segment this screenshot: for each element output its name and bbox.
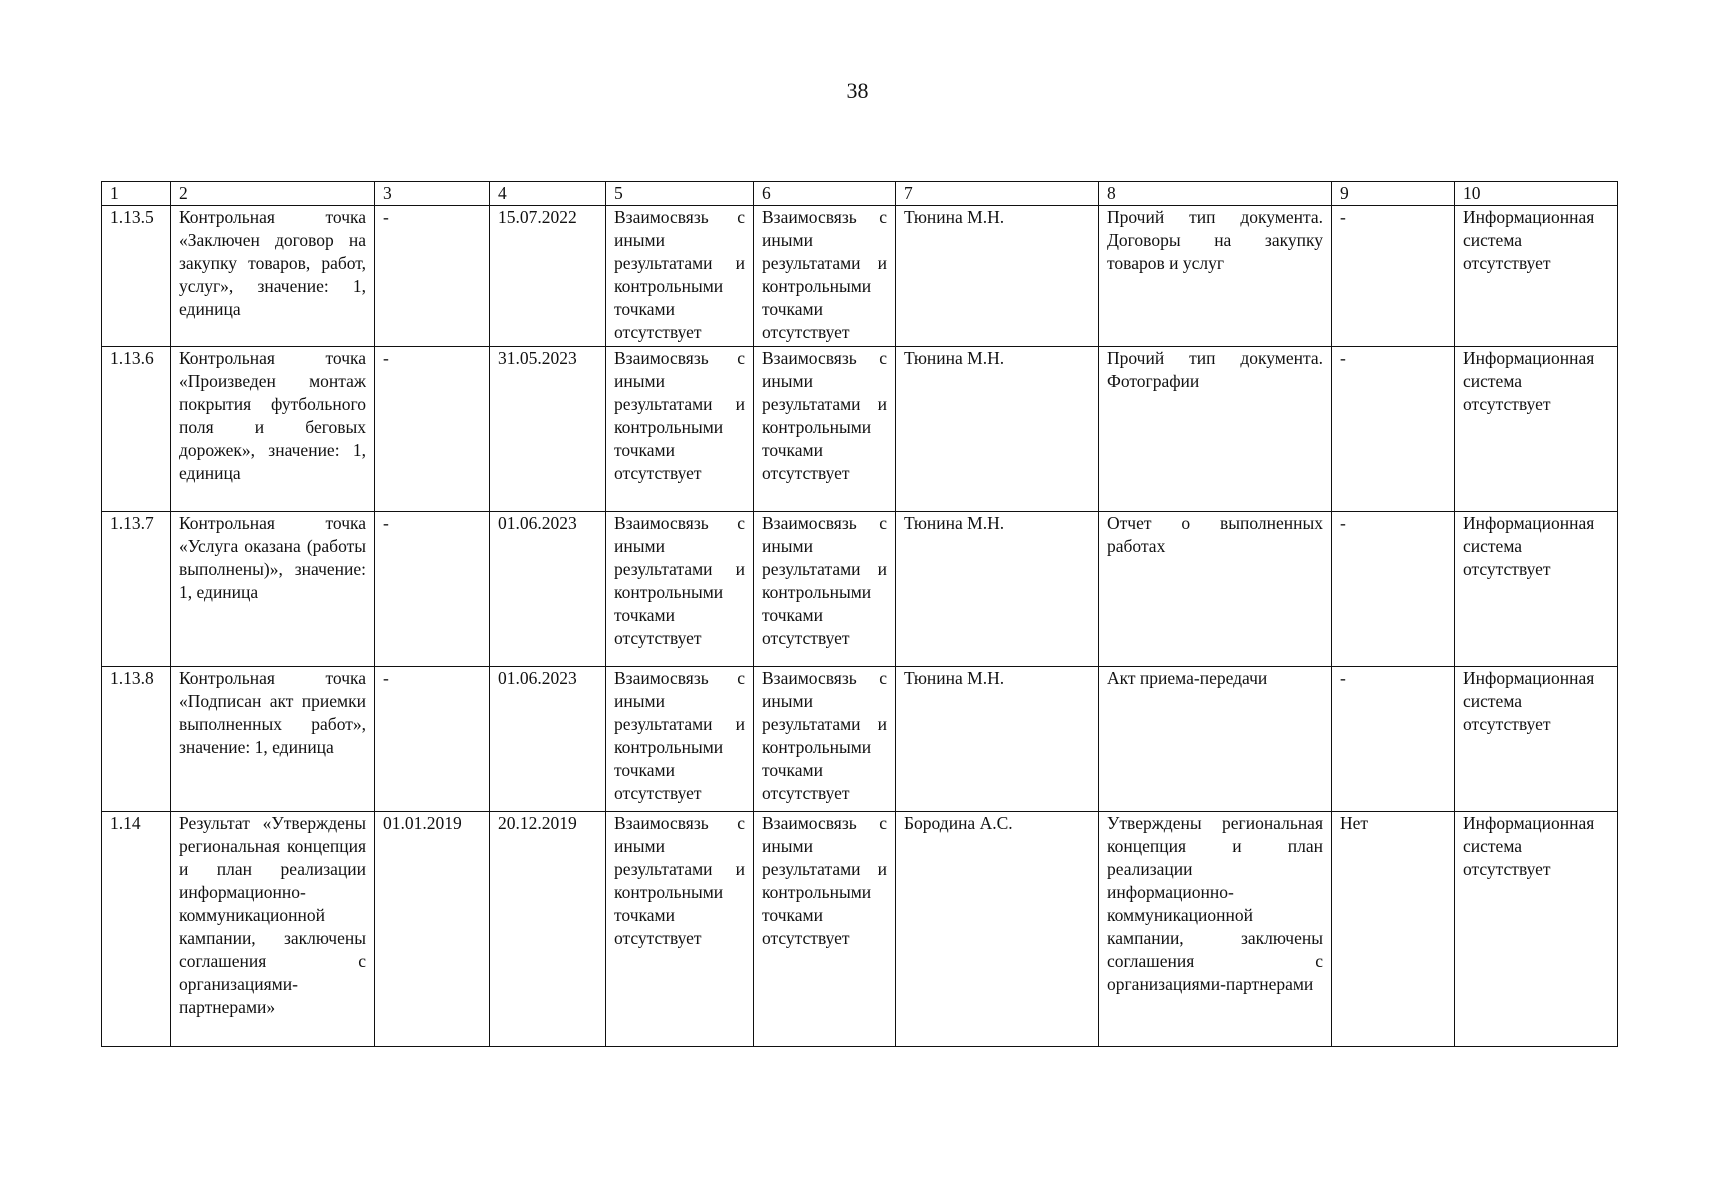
responsible-person: Тюнина М.Н. [896,347,1099,512]
table-row [102,206,1618,347]
start-date: 01.01.2019 [375,812,490,1047]
column-header: 10 [1455,182,1618,206]
link-results: Взаимосвязь с иными результатами и контрольными точками отсутствует [606,812,754,1047]
column-header: 5 [606,182,754,206]
start-date: - [375,512,490,667]
item-name: Контрольная точка «Подписан акт приемки выполненных работ», значение: 1, единица [171,667,375,812]
link-results: Взаимосвязь с иными результатами и контрольными точками отсутствует [606,347,754,512]
table-row [102,667,1618,812]
control-points-table [101,181,1618,1047]
level-value: - [1332,667,1455,812]
info-system: Информационная система отсутствует [1455,347,1618,512]
info-system: Информационная система отсутствует [1455,206,1618,347]
column-header: 6 [754,182,896,206]
table-row [102,512,1618,667]
end-date: 15.07.2022 [490,206,606,347]
item-name: Контрольная точка «Произведен монтаж покрытия футбольного поля и беговых дорожек», значение: 1, единица [171,347,375,512]
responsible-person: Бородина А.С. [896,812,1099,1047]
item-name: Результат «Утверждены региональная концепция и план реализации информационно-коммуникационной кампании, заключены соглашения с организациями-партнерами» [171,812,375,1047]
link-results-2: Взаимосвязь с иными результатами и контрольными точками отсутствует [754,512,896,667]
column-header: 8 [1099,182,1332,206]
start-date: - [375,347,490,512]
link-results-2: Взаимосвязь с иными результатами и контрольными точками отсутствует [754,667,896,812]
column-header: 9 [1332,182,1455,206]
link-results: Взаимосвязь с иными результатами и контрольными точками отсутствует [606,512,754,667]
row-number: 1.13.7 [102,512,171,667]
start-date: - [375,206,490,347]
row-number: 1.13.5 [102,206,171,347]
page-number: 38 [846,78,869,103]
column-header: 1 [102,182,171,206]
item-name: Контрольная точка «Услуга оказана (работы выполнены)», значение: 1, единица [171,512,375,667]
table-row [102,347,1618,512]
item-name: Контрольная точка «Заключен договор на закупку товаров, работ, услуг», значение: 1, единица [171,206,375,347]
document-type: Отчет о выполненных работах [1099,512,1332,667]
level-value: - [1332,512,1455,667]
info-system: Информационная система отсутствует [1455,812,1618,1047]
responsible-person: Тюнина М.Н. [896,206,1099,347]
link-results-2: Взаимосвязь с иными результатами и контрольными точками отсутствует [754,812,896,1047]
header-row [102,182,1618,206]
link-results: Взаимосвязь с иными результатами и контрольными точками отсутствует [606,667,754,812]
document-type: Утверждены региональная концепция и план реализации информационно-коммуникационной кампании, заключены соглашения с организациями-партнерами [1099,812,1332,1047]
row-number: 1.13.6 [102,347,171,512]
info-system: Информационная система отсутствует [1455,512,1618,667]
responsible-person: Тюнина М.Н. [896,667,1099,812]
document-type: Прочий тип документа. Договоры на закупку товаров и услуг [1099,206,1332,347]
row-number: 1.13.8 [102,667,171,812]
row-number: 1.14 [102,812,171,1047]
end-date: 31.05.2023 [490,347,606,512]
table-row [102,812,1618,1047]
column-header: 4 [490,182,606,206]
level-value: Нет [1332,812,1455,1047]
level-value: - [1332,347,1455,512]
start-date: - [375,667,490,812]
end-date: 20.12.2019 [490,812,606,1047]
link-results: Взаимосвязь с иными результатами и контрольными точками отсутствует [606,206,754,347]
document-type: Прочий тип документа. Фотографии [1099,347,1332,512]
column-header: 3 [375,182,490,206]
end-date: 01.06.2023 [490,512,606,667]
info-system: Информационная система отсутствует [1455,667,1618,812]
end-date: 01.06.2023 [490,667,606,812]
level-value: - [1332,206,1455,347]
link-results-2: Взаимосвязь с иными результатами и контрольными точками отсутствует [754,206,896,347]
document-type: Акт приема-передачи [1099,667,1332,812]
column-header: 2 [171,182,375,206]
column-header: 7 [896,182,1099,206]
link-results-2: Взаимосвязь с иными результатами и контрольными точками отсутствует [754,347,896,512]
responsible-person: Тюнина М.Н. [896,512,1099,667]
